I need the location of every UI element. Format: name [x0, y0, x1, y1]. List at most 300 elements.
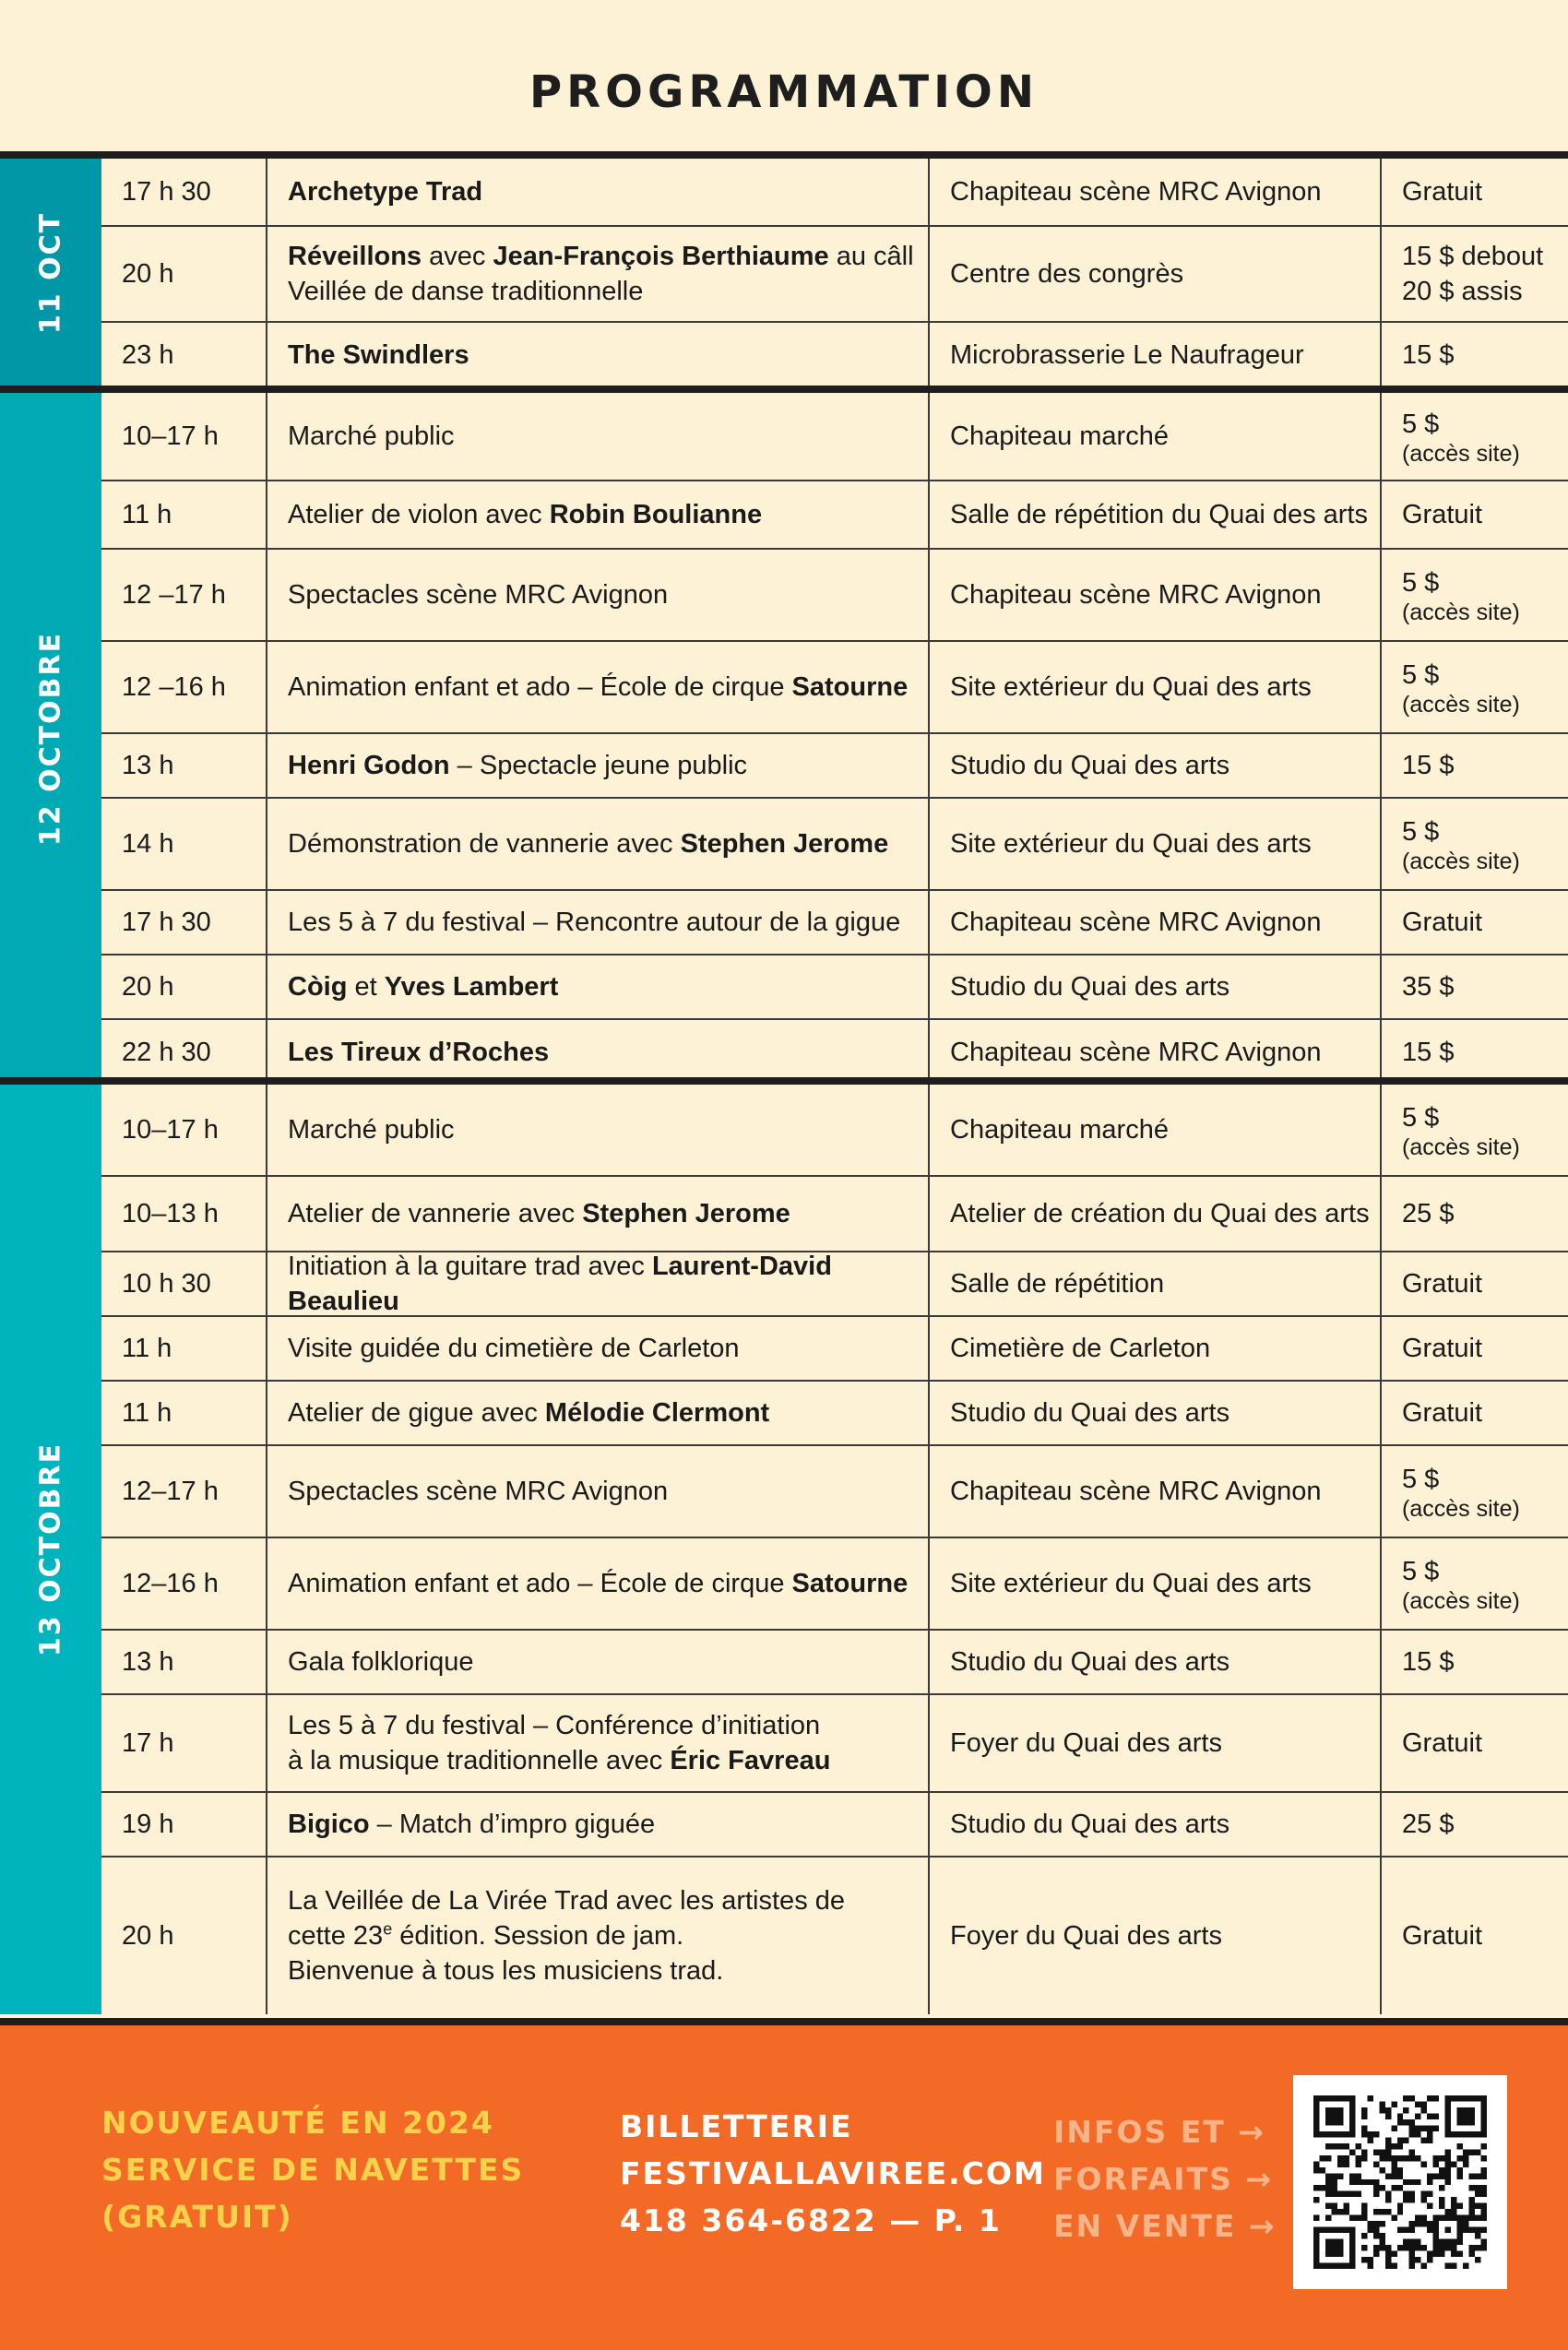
event-time — [101, 1177, 266, 1251]
event-time — [101, 481, 266, 548]
event-price — [1380, 955, 1568, 1018]
event-title — [266, 1177, 928, 1251]
event-title-lines — [288, 497, 762, 532]
artist-name: Archetype Trad — [288, 177, 483, 207]
event-title-line — [288, 174, 482, 209]
event-time-text: 23 h — [122, 340, 174, 370]
event-title-lines — [288, 1112, 455, 1147]
event-time-text: 20 h — [122, 1921, 174, 1951]
schedule-row — [101, 1085, 1568, 1177]
event-text: Atelier de gigue avec — [288, 1398, 545, 1428]
event-venue-text: Site extérieur du Quai des arts — [950, 829, 1312, 859]
artist-name: Laurent-David Beaulieu — [288, 1252, 832, 1316]
event-text: avec — [422, 242, 493, 271]
event-venue-text: Chapiteau scène MRC Avignon — [950, 1477, 1322, 1506]
event-venue-text: Site extérieur du Quai des arts — [950, 672, 1312, 702]
event-time-text: 10–17 h — [122, 1115, 219, 1145]
event-title-lines — [288, 1708, 830, 1778]
schedule-row — [101, 481, 1568, 550]
price-lines — [1402, 497, 1482, 532]
schedule-row — [101, 159, 1568, 227]
event-venue — [928, 393, 1380, 480]
event-title-lines — [288, 1196, 790, 1231]
event-title — [266, 481, 928, 548]
event-venue-text: Site extérieur du Quai des arts — [950, 1569, 1312, 1598]
event-text: Visite guidée du cimetière de Carleton — [288, 1334, 740, 1363]
event-title — [266, 159, 928, 225]
day-label: 13 OCTOBRE — [34, 1442, 67, 1657]
ticketing-phone: 418 364-6822 — P. 1 — [620, 2202, 1002, 2238]
event-venue-text: Chapiteau scène MRC Avignon — [950, 580, 1322, 610]
event-title — [266, 955, 928, 1018]
event-title-line — [288, 1708, 830, 1743]
price-value: 15 $ — [1402, 751, 1455, 780]
event-venue — [928, 1538, 1380, 1629]
event-venue-text: Studio du Quai des arts — [950, 972, 1230, 1002]
event-venue — [928, 1252, 1380, 1315]
event-title-lines — [288, 1331, 740, 1366]
event-title — [266, 323, 928, 387]
price-lines — [1402, 338, 1454, 373]
price-lines — [1402, 1266, 1482, 1301]
event-time-text: 10 h 30 — [122, 1269, 211, 1299]
event-venue-text: Microbrasserie Le Naufrageur — [950, 340, 1304, 370]
event-time — [101, 891, 266, 954]
event-price — [1380, 1631, 1568, 1693]
schedule-row — [101, 642, 1568, 734]
info-packages — [1053, 2108, 1277, 2249]
event-time-text: 20 h — [122, 259, 174, 289]
event-title — [266, 642, 928, 732]
event-title-lines — [288, 1807, 655, 1842]
event-time — [101, 1857, 266, 2014]
event-title-lines — [288, 1035, 549, 1070]
event-time-text: 14 h — [122, 829, 174, 859]
event-time — [101, 550, 266, 640]
price-lines — [1402, 1554, 1520, 1613]
event-time — [101, 227, 266, 321]
day-separator — [0, 1077, 1568, 1085]
event-venue — [928, 1317, 1380, 1380]
event-venue-text: Studio du Quai des arts — [950, 1647, 1230, 1677]
artist-name: Jean-François Berthiaume — [493, 242, 829, 271]
event-venue — [928, 1857, 1380, 2014]
price-note: (accès site) — [1402, 692, 1520, 718]
event-title-line — [288, 1395, 769, 1430]
footer-divider — [0, 2018, 1568, 2025]
price-lines — [1402, 748, 1454, 783]
event-text: – Spectacle jeune public — [449, 751, 748, 780]
event-title-line — [288, 905, 900, 940]
event-text: e — [383, 1919, 393, 1939]
event-price — [1380, 481, 1568, 548]
event-venue-text: Foyer du Quai des arts — [950, 1728, 1222, 1758]
event-time-text: 11 h — [122, 500, 172, 529]
event-time — [101, 1020, 266, 1085]
artist-name: Còig — [288, 972, 348, 1002]
info-line-1: INFOS ET → — [1053, 2114, 1265, 2150]
price-value: Gratuit — [1402, 1728, 1483, 1758]
event-title-lines — [288, 826, 888, 861]
schedule-row — [101, 1177, 1568, 1252]
event-time — [101, 799, 266, 889]
event-title-line — [288, 1953, 845, 1988]
event-title-line — [288, 1112, 455, 1147]
event-venue-text: Chapiteau scène MRC Avignon — [950, 177, 1322, 207]
price-lines — [1402, 905, 1482, 940]
schedule-row — [101, 1695, 1568, 1793]
event-time — [101, 955, 266, 1018]
event-venue-text: Chapiteau scène MRC Avignon — [950, 908, 1322, 937]
event-price — [1380, 393, 1568, 480]
event-title — [266, 734, 928, 797]
event-venue — [928, 550, 1380, 640]
event-time — [101, 1382, 266, 1444]
schedule-row — [101, 1538, 1568, 1631]
event-title-line — [288, 1249, 928, 1319]
event-text: Marché public — [288, 1115, 455, 1145]
price-lines — [1402, 1726, 1482, 1761]
schedule-row — [101, 1631, 1568, 1695]
event-title-lines — [288, 338, 469, 373]
schedule-row — [101, 393, 1568, 481]
event-time — [101, 1317, 266, 1380]
schedule-row — [101, 1317, 1568, 1382]
event-title-lines — [288, 1644, 474, 1679]
price-lines — [1402, 1918, 1482, 1953]
artist-name: Robin Boulianne — [549, 500, 763, 529]
event-time — [101, 323, 266, 387]
schedule-row — [101, 891, 1568, 955]
schedule-row — [101, 1382, 1568, 1446]
ticketing-website-link[interactable]: FESTIVALLAVIREE.COM — [620, 2155, 1046, 2191]
event-time-text: 19 h — [122, 1810, 174, 1839]
event-time — [101, 642, 266, 732]
event-title-line — [288, 1035, 549, 1070]
event-price — [1380, 1317, 1568, 1380]
price-note: (accès site) — [1402, 1134, 1520, 1160]
event-price — [1380, 1177, 1568, 1251]
event-time-text: 12 –16 h — [122, 672, 226, 702]
event-title — [266, 1857, 928, 2014]
event-text: cette 23 — [288, 1921, 384, 1951]
event-price — [1380, 1252, 1568, 1315]
shuttle-announcement — [101, 2099, 524, 2240]
event-time-text: 12–16 h — [122, 1569, 219, 1598]
event-title — [266, 393, 928, 480]
event-price — [1380, 642, 1568, 732]
event-title-lines — [288, 969, 558, 1004]
event-venue — [928, 1382, 1380, 1444]
event-venue — [928, 1177, 1380, 1251]
price-value: 5 $ — [1402, 1103, 1440, 1133]
event-text: – Match d’impro giguée — [369, 1810, 656, 1839]
event-time-text: 10–13 h — [122, 1199, 219, 1228]
schedule-row — [101, 1793, 1568, 1857]
event-venue — [928, 955, 1380, 1018]
event-time — [101, 159, 266, 225]
event-title-lines — [288, 748, 747, 783]
event-venue-text: Foyer du Quai des arts — [950, 1921, 1222, 1951]
event-title-line — [288, 748, 747, 783]
day-sidebar — [0, 159, 101, 387]
event-venue — [928, 891, 1380, 954]
price-value: 20 $ assis — [1402, 277, 1523, 306]
event-title-line — [288, 670, 908, 705]
event-title-lines — [288, 905, 900, 940]
event-text: Bienvenue à tous les musiciens trad. — [288, 1956, 724, 1986]
event-venue — [928, 481, 1380, 548]
price-value: 35 $ — [1402, 972, 1455, 1002]
event-price — [1380, 159, 1568, 225]
event-venue — [928, 734, 1380, 797]
day-separator — [0, 151, 1568, 159]
shuttle-line-1: NOUVEAUTÉ EN 2024 — [101, 2105, 494, 2141]
event-price — [1380, 1085, 1568, 1175]
event-title — [266, 1631, 928, 1693]
event-text: Atelier de violon avec — [288, 500, 550, 529]
ticketing-label: BILLETTERIE — [620, 2108, 853, 2144]
event-venue — [928, 159, 1380, 225]
event-price — [1380, 1857, 1568, 2014]
event-time — [101, 1695, 266, 1791]
event-price — [1380, 1538, 1568, 1629]
day-block — [0, 159, 1568, 387]
artist-name: Les Tireux d’Roches — [288, 1038, 550, 1067]
price-value: Gratuit — [1402, 1921, 1483, 1951]
event-time-text: 17 h 30 — [122, 177, 211, 207]
event-title-line — [288, 239, 914, 274]
event-venue — [928, 1446, 1380, 1537]
day-sidebar — [0, 393, 101, 1085]
price-lines — [1402, 239, 1543, 309]
event-title-line — [288, 826, 888, 861]
event-title — [266, 1793, 928, 1856]
day-block — [0, 393, 1568, 1085]
price-lines — [1402, 1331, 1482, 1366]
schedule-row — [101, 1446, 1568, 1538]
event-text: Animation enfant et ado – École de cirque — [288, 672, 792, 702]
event-text: au câll — [828, 242, 914, 271]
event-title — [266, 1317, 928, 1380]
price-value: Gratuit — [1402, 1334, 1483, 1363]
price-value: 25 $ — [1402, 1199, 1455, 1228]
event-venue-text: Studio du Quai des arts — [950, 1398, 1230, 1428]
schedule-row — [101, 955, 1568, 1020]
price-lines — [1402, 407, 1520, 466]
info-line-3: EN VENTE → — [1053, 2208, 1277, 2244]
event-time-text: 17 h — [122, 1728, 174, 1758]
price-note: (accès site) — [1402, 849, 1520, 874]
price-lines — [1402, 1100, 1520, 1159]
price-value: 15 $ — [1402, 1038, 1455, 1067]
event-venue — [928, 227, 1380, 321]
event-time-text: 12–17 h — [122, 1477, 219, 1506]
event-text: La Veillée de La Virée Trad avec les artistes de — [288, 1886, 846, 1916]
price-note: (accès site) — [1402, 1496, 1520, 1522]
event-time — [101, 1085, 266, 1175]
schedule-row — [101, 1252, 1568, 1317]
event-time-text: 20 h — [122, 972, 174, 1002]
artist-name: Henri Godon — [288, 751, 450, 780]
event-venue-text: Studio du Quai des arts — [950, 1810, 1230, 1839]
price-value: 5 $ — [1402, 660, 1440, 690]
event-price — [1380, 799, 1568, 889]
page-title: PROGRAMMATION — [529, 66, 1039, 118]
event-title-line — [288, 1644, 474, 1679]
event-title-line — [288, 1918, 845, 1953]
event-text: Spectacles scène MRC Avignon — [288, 580, 669, 610]
event-venue-text: Cimetière de Carleton — [950, 1334, 1211, 1363]
day-block — [0, 1085, 1568, 2014]
event-text: Veillée de danse traditionnelle — [288, 277, 644, 306]
price-value: Gratuit — [1402, 908, 1483, 937]
event-text: Initiation à la guitare trad avec — [288, 1252, 652, 1281]
price-value: Gratuit — [1402, 1398, 1483, 1428]
price-lines — [1402, 969, 1454, 1004]
event-price — [1380, 1382, 1568, 1444]
event-time-text: 12 –17 h — [122, 580, 226, 610]
price-value: 15 $ — [1402, 340, 1455, 370]
event-time — [101, 1793, 266, 1856]
artist-name: Yves Lambert — [384, 972, 559, 1002]
event-price — [1380, 1793, 1568, 1856]
artist-name: Satourne — [791, 672, 909, 702]
event-venue — [928, 642, 1380, 732]
event-venue — [928, 799, 1380, 889]
price-lines — [1402, 1462, 1520, 1521]
event-time-text: 10–17 h — [122, 421, 219, 451]
schedule-row — [101, 799, 1568, 891]
price-lines — [1402, 658, 1520, 717]
price-lines — [1402, 1395, 1482, 1430]
price-value: 5 $ — [1402, 409, 1440, 439]
event-price — [1380, 1446, 1568, 1537]
price-value: 5 $ — [1402, 568, 1440, 598]
event-price — [1380, 1695, 1568, 1791]
event-text: Les 5 à 7 du festival – Conférence d’initiation — [288, 1711, 821, 1740]
event-title-lines — [288, 419, 455, 454]
artist-name: Stephen Jerome — [582, 1199, 790, 1228]
event-text: Les 5 à 7 du festival – Rencontre autour de la gigue — [288, 908, 901, 937]
event-title-lines — [288, 239, 914, 309]
event-time-text: 22 h 30 — [122, 1038, 211, 1067]
event-venue-text: Salle de répétition du Quai des arts — [950, 500, 1368, 529]
event-time — [101, 1446, 266, 1537]
event-price — [1380, 891, 1568, 954]
event-venue-text: Chapiteau scène MRC Avignon — [950, 1038, 1322, 1067]
event-title-lines — [288, 670, 908, 705]
ticketing-info — [620, 2103, 1046, 2244]
price-value: 5 $ — [1402, 1465, 1440, 1494]
info-line-2: FORFAITS → — [1053, 2161, 1273, 2197]
price-lines — [1402, 1807, 1454, 1842]
event-title — [266, 1382, 928, 1444]
qr-code-icon[interactable] — [1293, 2075, 1507, 2289]
event-title-line — [288, 1196, 790, 1231]
event-price — [1380, 1020, 1568, 1085]
price-value: Gratuit — [1402, 500, 1483, 529]
schedule-row — [101, 227, 1568, 323]
event-title-line — [288, 1743, 830, 1778]
price-lines — [1402, 1035, 1454, 1070]
event-time — [101, 1538, 266, 1629]
event-time-text: 11 h — [122, 1334, 172, 1363]
price-value: Gratuit — [1402, 1269, 1483, 1299]
event-price — [1380, 227, 1568, 321]
event-title — [266, 799, 928, 889]
event-venue-text: Chapiteau marché — [950, 421, 1169, 451]
price-value: 15 $ — [1402, 1647, 1455, 1677]
event-venue — [928, 1793, 1380, 1856]
event-title-line — [288, 1807, 655, 1842]
event-title-line — [288, 969, 558, 1004]
price-note: (accès site) — [1402, 1588, 1520, 1614]
event-time — [101, 1252, 266, 1315]
artist-name: Bigico — [288, 1810, 370, 1839]
artist-name: Stephen Jerome — [680, 829, 889, 859]
day-label: 12 OCTOBRE — [34, 631, 67, 847]
event-venue — [928, 1695, 1380, 1791]
event-venue-text: Atelier de création du Quai des arts — [950, 1199, 1370, 1228]
event-text: Gala folklorique — [288, 1647, 474, 1677]
artist-name: Réveillons — [288, 242, 422, 271]
event-time-text: 13 h — [122, 1647, 174, 1677]
event-text: à la musique traditionnelle avec — [288, 1746, 671, 1775]
price-value: 15 $ debout — [1402, 242, 1544, 271]
event-title — [266, 1252, 928, 1315]
artist-name: Éric Favreau — [670, 1746, 831, 1775]
day-label: 11 OCT — [34, 211, 67, 335]
event-title-lines — [288, 1395, 769, 1430]
shuttle-line-2: SERVICE DE NAVETTES — [101, 2152, 525, 2188]
event-text: Marché public — [288, 421, 455, 451]
event-venue — [928, 323, 1380, 387]
event-time-text: 17 h 30 — [122, 908, 211, 937]
price-lines — [1402, 1196, 1454, 1231]
event-time — [101, 1631, 266, 1693]
event-venue — [928, 1020, 1380, 1085]
schedule-row — [101, 1857, 1568, 2014]
price-lines — [1402, 174, 1482, 209]
schedule-row — [101, 550, 1568, 642]
price-lines — [1402, 1644, 1454, 1679]
event-title-lines — [288, 1474, 668, 1509]
event-title-line — [288, 1883, 845, 1918]
event-title — [266, 1538, 928, 1629]
event-title-line — [288, 419, 455, 454]
schedule-row — [101, 1020, 1568, 1085]
event-time — [101, 393, 266, 480]
event-title-line — [288, 1331, 740, 1366]
event-title — [266, 1695, 928, 1791]
event-text: Animation enfant et ado – École de cirque — [288, 1569, 792, 1598]
event-text: Atelier de vannerie avec — [288, 1199, 583, 1228]
event-title-line — [288, 497, 762, 532]
price-value: 5 $ — [1402, 817, 1440, 847]
event-title-line — [288, 1474, 668, 1509]
event-title — [266, 1020, 928, 1085]
event-title — [266, 227, 928, 321]
event-text: et — [347, 972, 385, 1002]
event-title-line — [288, 1566, 908, 1601]
event-price — [1380, 734, 1568, 797]
shuttle-line-3: (GRATUIT) — [101, 2199, 293, 2235]
event-title-lines — [288, 174, 482, 209]
event-title-line — [288, 338, 469, 373]
event-venue — [928, 1085, 1380, 1175]
event-title — [266, 1446, 928, 1537]
